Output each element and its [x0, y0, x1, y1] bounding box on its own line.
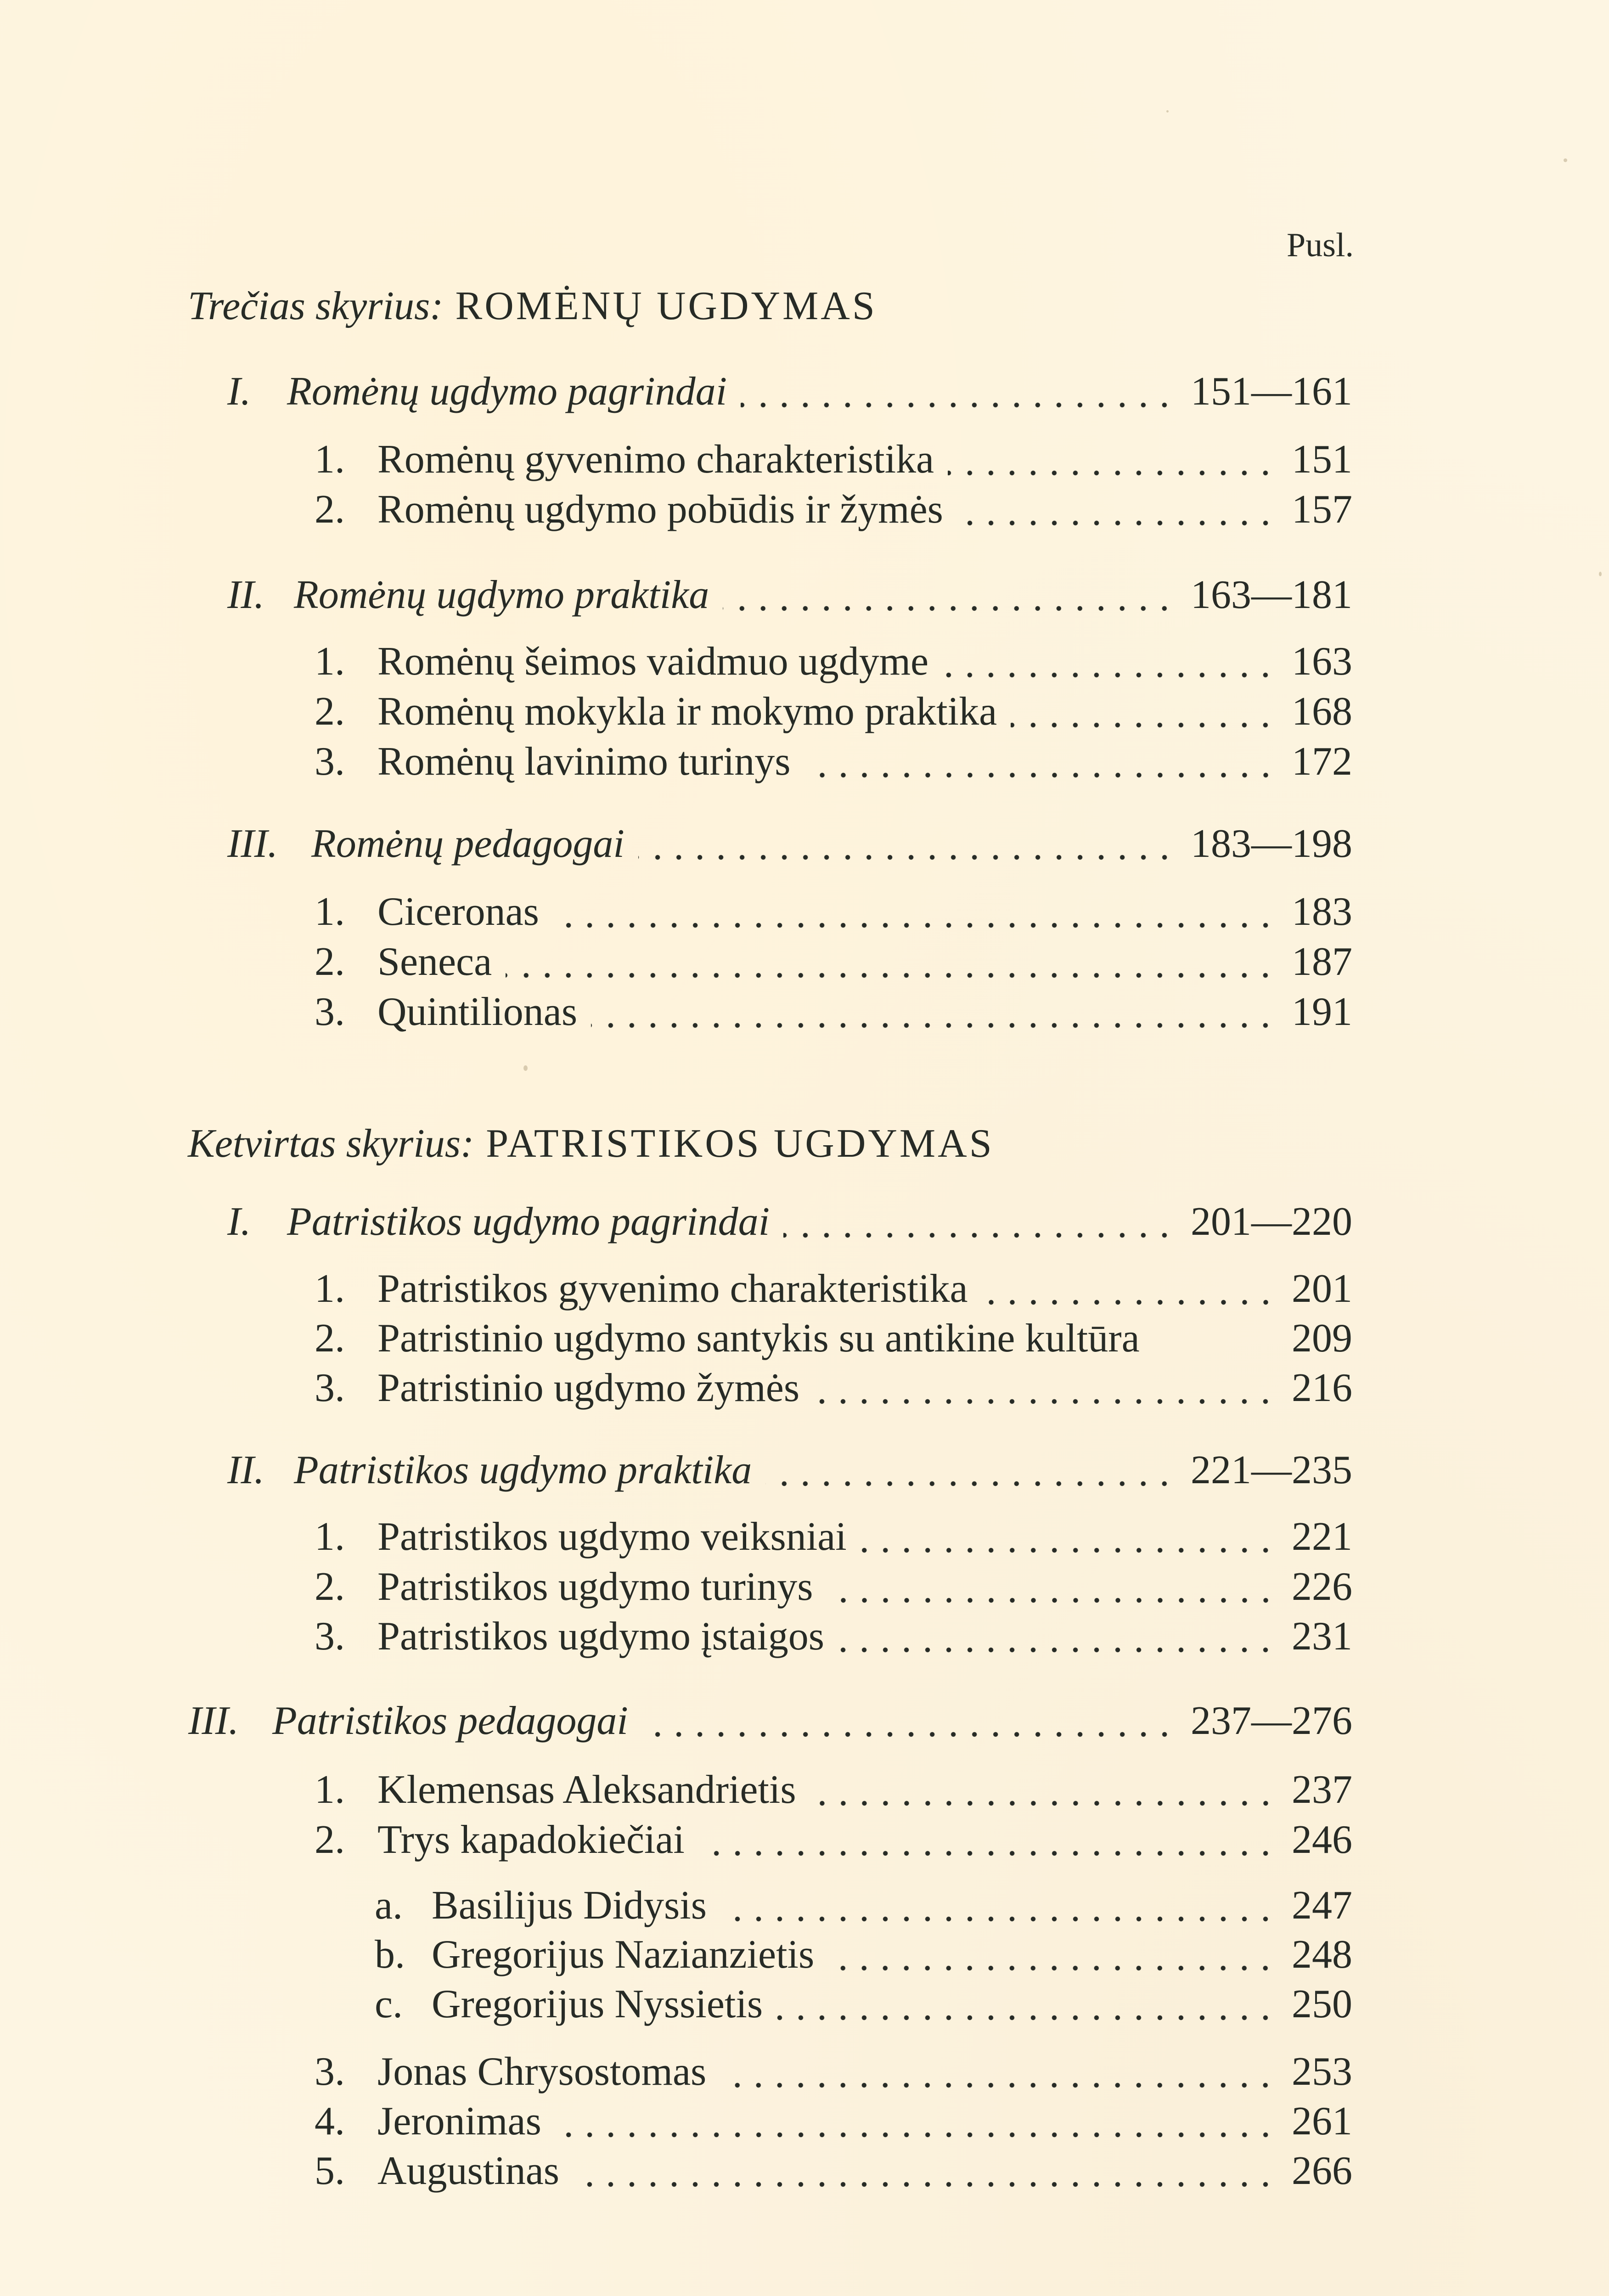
item-title: Patristinio ugdymo žymės: [377, 1366, 800, 1410]
page-number: 216: [1292, 1366, 1352, 1410]
subitem-letter: b.: [375, 1932, 405, 1977]
page-number: 253: [1292, 2049, 1352, 2094]
item-number: 1.: [315, 889, 345, 934]
chapter-title: PATRISTIKOS UGDYMAS: [486, 1121, 994, 1166]
item-title: Seneca: [377, 940, 492, 984]
page-number: 209: [1292, 1316, 1352, 1361]
item-number: 1.: [315, 437, 345, 482]
page-number: 231: [1292, 1614, 1352, 1659]
dot-leader: [720, 1885, 1276, 1926]
page-range: 237—276: [1191, 1699, 1352, 1743]
page-number: 248: [1292, 1932, 1352, 1977]
item-number: 2.: [315, 487, 345, 532]
section-number: II.: [227, 1448, 264, 1492]
dot-leader: [828, 1935, 1276, 1975]
page-number: 247: [1292, 1883, 1352, 1928]
toc-item[interactable]: [315, 889, 1352, 934]
item-title: Patristikos ugdymo įstaigos: [377, 1614, 824, 1659]
dot-leader: [765, 1450, 1175, 1491]
toc-item[interactable]: [315, 2101, 1352, 2142]
toc-section[interactable]: [227, 1450, 1352, 1491]
toc-item[interactable]: [315, 1564, 1352, 1609]
item-number: 2.: [315, 689, 345, 734]
item-title: Patristikos gyvenimo charakteristika: [377, 1266, 968, 1311]
dot-leader: [810, 1770, 1276, 1810]
section-title: Patristikos ugdymo pagrindai: [287, 1199, 770, 1244]
subitem-title: Basilijus Didysis: [432, 1883, 707, 1928]
toc-item[interactable]: [315, 1514, 1352, 1559]
subitem-letter: c.: [375, 1982, 403, 2026]
item-title: Klemensas Aleksandrietis: [377, 1767, 796, 1812]
item-number: 4.: [315, 2099, 345, 2144]
dot-leader: [1011, 692, 1276, 732]
page-number: 187: [1292, 940, 1352, 984]
page-number: 157: [1292, 487, 1352, 532]
dot-leader: [698, 1820, 1276, 1860]
item-title: Romėnų ugdymo pobūdis ir žymės: [377, 487, 943, 532]
dot-leader: [804, 742, 1276, 782]
dot-leader: [642, 1701, 1175, 1741]
paper-speck: [523, 1065, 528, 1071]
section-number: I.: [227, 1199, 251, 1244]
section-number: III.: [227, 822, 278, 866]
subitem-letter: a.: [375, 1883, 403, 1928]
page-number: 163: [1292, 639, 1352, 684]
dot-leader: [776, 1984, 1276, 2025]
dot-leader: [827, 1567, 1277, 1607]
page-number: 172: [1292, 739, 1352, 784]
page-number: 201: [1292, 1266, 1352, 1311]
item-title: Ciceronas: [377, 889, 539, 934]
item-number: 1.: [315, 1514, 345, 1559]
item-title: Patristinio ugdymo santykis su antikine kultūra: [377, 1316, 1140, 1361]
dot-leader: [783, 1202, 1175, 1242]
toc-section[interactable]: [227, 1199, 1352, 1244]
toc-section[interactable]: [227, 575, 1352, 615]
chapter-title: ROMĖNŲ UGDYMAS: [455, 284, 877, 328]
toc-item[interactable]: [315, 487, 1352, 532]
item-number: 3.: [315, 2049, 345, 2094]
item-title: Romėnų šeimos vaidmuo ugdyme: [377, 639, 929, 684]
item-title: Patristikos ugdymo veiksniai: [377, 1514, 847, 1559]
page-range: 221—235: [1191, 1448, 1352, 1492]
section-title: Romėnų ugdymo praktika: [294, 573, 709, 617]
page-number: 183: [1292, 889, 1352, 934]
item-number: 2.: [315, 940, 345, 984]
item-number: 3.: [315, 1366, 345, 1410]
dot-leader: [982, 1269, 1277, 1309]
item-title: Quintilionas: [377, 990, 578, 1034]
dot-leader: [723, 575, 1175, 615]
item-number: 3.: [315, 739, 345, 784]
item-number: 3.: [315, 1614, 345, 1659]
chapter-heading: [188, 286, 1354, 326]
item-number: 3.: [315, 990, 345, 1034]
item-title: Romėnų lavinimo turinys: [377, 739, 791, 784]
dot-leader: [553, 892, 1276, 932]
dot-leader: [1149, 1318, 1283, 1359]
item-title: Augustinas: [377, 2149, 559, 2193]
item-number: 2.: [315, 1316, 345, 1361]
toc-item[interactable]: [315, 2049, 1352, 2094]
toc-item[interactable]: [315, 1767, 1352, 1812]
page-number: 191: [1292, 990, 1352, 1034]
toc-item[interactable]: [315, 1318, 1352, 1359]
toc-item[interactable]: [315, 739, 1352, 784]
item-title: Jonas Chrysostomas: [377, 2049, 707, 2094]
toc-item[interactable]: [315, 439, 1352, 480]
dot-leader: [573, 2151, 1276, 2191]
toc-section[interactable]: [188, 1701, 1352, 1741]
paper-speck: [1166, 110, 1169, 113]
page-number: 221: [1292, 1514, 1352, 1559]
page-number: 246: [1292, 1818, 1352, 1862]
dot-leader: [838, 1616, 1276, 1657]
toc-item[interactable]: [315, 639, 1352, 684]
page-range: 163—181: [1191, 573, 1352, 617]
page-number: 151: [1292, 437, 1352, 482]
dot-leader: [591, 992, 1276, 1032]
toc-item[interactable]: [315, 942, 1352, 982]
toc-item[interactable]: [315, 1266, 1352, 1311]
dot-leader: [638, 824, 1175, 864]
dot-leader: [942, 642, 1276, 682]
section-title: Romėnų ugdymo pagrindai: [287, 369, 727, 414]
page-range: 201—220: [1191, 1199, 1352, 1244]
page-number: 266: [1292, 2149, 1352, 2193]
toc-section[interactable]: [227, 371, 1352, 412]
dot-leader: [813, 1368, 1276, 1408]
item-title: Patristikos ugdymo turinys: [377, 1564, 813, 1609]
dot-leader: [555, 2101, 1276, 2142]
section-number: II.: [227, 573, 264, 617]
paper-speck: [1564, 158, 1567, 162]
dot-leader: [720, 2052, 1276, 2092]
item-title: Romėnų gyvenimo charakteristika: [377, 437, 934, 482]
item-number: 2.: [315, 1564, 345, 1609]
page-number: 250: [1292, 1982, 1352, 2026]
toc-subitem[interactable]: [375, 1984, 1352, 2025]
toc-subitem[interactable]: [375, 1885, 1352, 1926]
toc-item[interactable]: [315, 992, 1352, 1032]
dot-leader: [506, 942, 1276, 982]
paper-speck: [1599, 572, 1602, 576]
item-title: Romėnų mokykla ir mokymo praktika: [377, 689, 997, 734]
toc-item[interactable]: [315, 689, 1352, 734]
page-range: 151—161: [1191, 369, 1352, 414]
dot-leader: [957, 490, 1276, 530]
toc-item[interactable]: [315, 2151, 1352, 2191]
item-number: 1.: [315, 1266, 345, 1311]
toc-subitem[interactable]: [375, 1932, 1352, 1977]
toc-section[interactable]: [227, 824, 1352, 864]
item-number: 2.: [315, 1818, 345, 1862]
chapter-prefix: Trečias skyrius:: [188, 284, 444, 328]
dot-leader: [948, 439, 1276, 480]
dot-leader: [741, 371, 1175, 412]
section-title: Patristikos pedagogai: [272, 1699, 628, 1743]
dot-leader: [861, 1517, 1276, 1557]
page-column-header: Pusl.: [1286, 226, 1354, 264]
chapter-prefix: Ketvirtas skyrius:: [188, 1121, 474, 1166]
subitem-title: Gregorijus Nyssietis: [432, 1982, 763, 2026]
section-title: Patristikos ugdymo praktika: [294, 1448, 752, 1492]
section-number: III.: [188, 1699, 239, 1743]
item-number: 1.: [315, 1767, 345, 1812]
page-number: 226: [1292, 1564, 1352, 1609]
chapter-heading: [188, 1121, 1354, 1166]
toc-item[interactable]: [315, 1368, 1352, 1408]
page-number: 261: [1292, 2099, 1352, 2144]
item-title: Trys kapadokiečiai: [377, 1818, 685, 1862]
toc-item[interactable]: [315, 1820, 1352, 1860]
section-title: Romėnų pedagogai: [311, 822, 624, 866]
subitem-title: Gregorijus Nazianzietis: [432, 1932, 815, 1977]
page-number: 237: [1292, 1767, 1352, 1812]
item-number: 5.: [315, 2149, 345, 2193]
item-number: 1.: [315, 639, 345, 684]
page-range: 183—198: [1191, 822, 1352, 866]
section-number: I.: [227, 369, 251, 414]
toc-item[interactable]: [315, 1616, 1352, 1657]
item-title: Jeronimas: [377, 2099, 541, 2144]
page-number: 168: [1292, 689, 1352, 734]
